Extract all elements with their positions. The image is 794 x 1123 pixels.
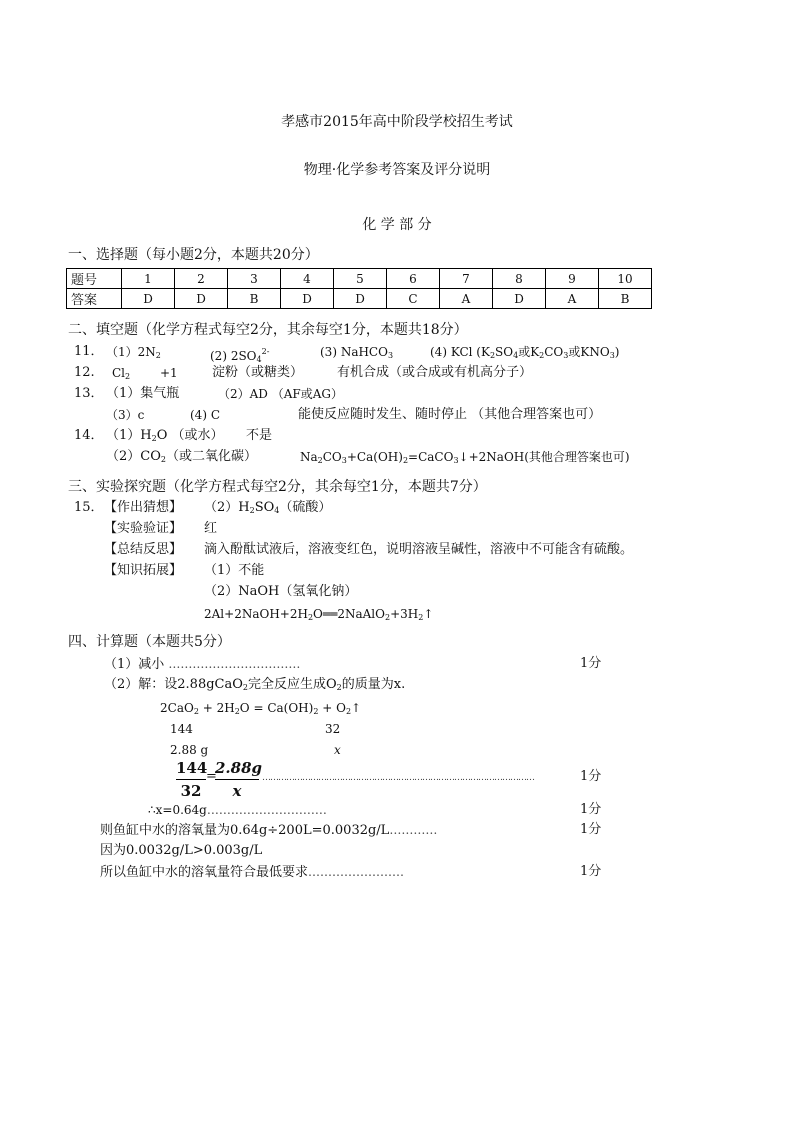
unknown-x: x: [334, 743, 341, 757]
table-cell: 1: [122, 269, 175, 289]
score-1: 1分: [580, 656, 602, 671]
q11-number: 11．: [74, 344, 104, 359]
exam-subtitle: 物理·化学参考答案及评分说明: [303, 162, 491, 178]
q11-answer-1: $(1)2N_2$: [106, 345, 161, 360]
leader-dots: …………………………: [206, 803, 327, 817]
q13-answer-2: （2）AD （AF或AG）: [218, 387, 343, 401]
calc-line-5: 则鱼缸中水的溶氧量为0.64g÷200L=0.0032g/L…………: [100, 823, 438, 838]
fraction-numerator: 144: [176, 759, 208, 777]
q15-equation: $2Al+2NaOH+2H_2O══2NaAlO_2+3H_2↑$: [204, 607, 434, 622]
q14-answer-3: $(2)CO_2$（或二氧化碳）: [106, 449, 257, 464]
table-cell: 8: [493, 269, 546, 289]
calc-line-6: 因为0.0032g/L>0.003g/L: [100, 843, 263, 858]
q11-answer-4: (4) KCl ($K_2SO_4$或$K_2CO_3$或$KNO_3$): [430, 345, 620, 360]
q13-number: 13．: [74, 386, 104, 401]
fraction-bar: [176, 779, 206, 780]
molar-mass-1: 144: [170, 722, 193, 736]
q14-equation: $Na_2CO_3+Ca(OH)_2=CaCO_3↓+2NaOH$(其他合理答案也可): [300, 450, 630, 465]
q13-answer-4: (4) C: [190, 408, 220, 422]
equals-sign: =: [206, 769, 217, 784]
table-cell: A: [440, 289, 493, 309]
q12-answer-1: $Cl_2$: [112, 366, 131, 381]
q13-answer-5: 能使反应随时发生、随时停止 （其他合理答案也可）: [298, 407, 602, 422]
q15-number: 15．: [74, 500, 104, 515]
row-label: 答案: [67, 289, 122, 309]
q11-answer-3: (3) NaHCO$_3$: [320, 345, 394, 360]
table-row-answers: [67, 289, 652, 309]
table-cell: 3: [228, 269, 281, 289]
part-heading: 化 学 部 分: [362, 217, 432, 233]
fraction-left: [176, 759, 206, 800]
score-4: 1分: [580, 822, 602, 837]
calc-line-2: （2）解：设2.88gCaO$_2$完全反应生成$O_2$的质量为x.: [104, 677, 406, 692]
table-cell: D: [281, 289, 334, 309]
q15-label-2: 【实验验证】: [104, 521, 183, 536]
section1-title: 一、选择题（每小题2分，本题共20分）: [68, 247, 319, 263]
section2-title: 二、填空题（化学方程式每空2分，其余每空1分，本题共18分）: [68, 322, 468, 338]
calc-result: ∴x=0.64g…………………………: [148, 803, 327, 817]
fraction-right: [215, 759, 263, 800]
q12-answer-2: +1: [160, 366, 178, 380]
table-row-numbers: [67, 269, 652, 289]
table-cell: D: [175, 289, 228, 309]
calc-equation: $2CaO_2 + 2H_2O = Ca(OH)_2$ + $O_2↑$: [160, 701, 362, 716]
fraction-bar: [215, 779, 259, 780]
table-cell: B: [228, 289, 281, 309]
q15-label-1: 【作出猜想】: [104, 500, 183, 515]
q13-answer-1: （1）集气瓶: [106, 386, 180, 401]
q15-answer-4b: （2）NaOH（氢氧化钠）: [204, 584, 358, 599]
calc-line-1: （1）减小 ……………………………: [104, 657, 301, 672]
answer-table: [66, 268, 652, 309]
section3-title: 三、实验探究题（化学方程式每空2分，其余每空1分，本题共7分）: [68, 479, 487, 495]
leader-dots: …………: [389, 823, 438, 837]
row-label: 题号: [67, 269, 122, 289]
exam-title: 孝感市2015年高中阶段学校招生考试: [281, 114, 513, 130]
table-cell: 10: [599, 269, 652, 289]
leader-dots: ……………………………: [168, 657, 301, 671]
section4-title: 四、计算题（本题共5分）: [68, 634, 231, 650]
fraction-numerator: 2.88g: [215, 759, 263, 777]
fraction-denominator: x: [232, 782, 242, 800]
table-cell: D: [122, 289, 175, 309]
q15-answer-2: 红: [204, 521, 218, 536]
fraction-denominator: 32: [180, 782, 202, 800]
q15-answer-3: 滴入酚酞试液后，溶液变红色，说明溶液呈碱性，溶液中不可能含有硫酸。: [204, 542, 634, 557]
table-cell: A: [546, 289, 599, 309]
score-2: 1分: [580, 769, 602, 784]
score-5: 1分: [580, 864, 602, 879]
table-cell: 4: [281, 269, 334, 289]
q14-answer-1: $(1)H_2O$ （或水）: [106, 428, 224, 443]
table-cell: 5: [334, 269, 387, 289]
q12-answer-4: 有机合成（或合成或有机高分子）: [337, 365, 533, 380]
q15-label-3: 【总结反思】: [104, 542, 183, 557]
score-3: 1分: [580, 802, 602, 817]
q11-answer-2: (2) $2SO_4^{2-}$: [210, 347, 270, 364]
molar-mass-2: 32: [325, 722, 341, 736]
q13-answer-3: （3）c: [106, 408, 145, 422]
q15-label-4: 【知识拓展】: [104, 563, 183, 578]
table-cell: 6: [387, 269, 440, 289]
table-cell: D: [493, 289, 546, 309]
calc-line-7: 所以鱼缸中水的溶氧量符合最低要求……………………: [100, 865, 405, 880]
table-cell: 7: [440, 269, 493, 289]
q15-answer-4a: （1）不能: [204, 563, 265, 578]
q15-answer-1: $(2)H_2SO_4$（硫酸）: [204, 500, 332, 515]
leader-dots: ……………………: [308, 865, 405, 879]
q12-number: 12.: [74, 365, 95, 380]
q14-answer-2: 不是: [246, 428, 273, 443]
table-cell: D: [334, 289, 387, 309]
q14-number: 14．: [74, 428, 104, 443]
leader-dots: …………………………………………………………………………………………: [262, 773, 534, 783]
table-cell: 9: [546, 269, 599, 289]
table-cell: C: [387, 289, 440, 309]
given-mass: 2.88 g: [170, 743, 209, 757]
table-cell: 2: [175, 269, 228, 289]
q12-answer-3: 淀粉（或糖类）: [212, 365, 304, 380]
table-cell: B: [599, 289, 652, 309]
